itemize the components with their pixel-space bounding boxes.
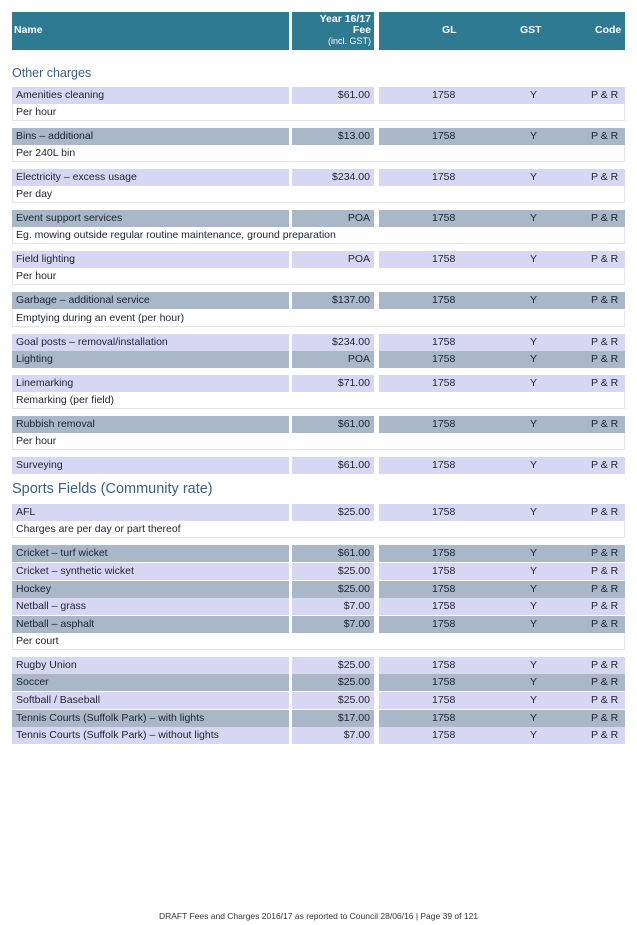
- header-fee-line3: (incl. GST): [327, 36, 371, 46]
- row-gst: Y: [530, 171, 538, 183]
- row-gst: Y: [530, 377, 538, 389]
- row-note: Per hour: [12, 433, 625, 450]
- table-row: [12, 128, 625, 145]
- row-gst: Y: [530, 89, 538, 101]
- header-codes: [379, 12, 625, 50]
- row-fee: $234.00: [292, 169, 374, 186]
- row-codes: [379, 210, 625, 227]
- row-codes: [379, 504, 625, 521]
- row-codes: [379, 563, 625, 580]
- header-fee-line2: Fee: [352, 24, 371, 36]
- row-codes: [379, 334, 625, 351]
- row-gst: Y: [530, 712, 538, 724]
- table-row: [12, 416, 625, 433]
- row-name: Cricket – synthetic wicket: [12, 563, 289, 580]
- row-gl: 1758: [432, 353, 456, 365]
- row-code: P & R: [591, 547, 619, 559]
- row-gl: 1758: [432, 659, 456, 671]
- row-codes: [379, 581, 625, 598]
- row-name: AFL: [12, 504, 289, 521]
- row-name: Bins – additional: [12, 128, 289, 145]
- row-gst: Y: [530, 336, 538, 348]
- table-row: [12, 210, 625, 227]
- row-fee: $61.00: [292, 545, 374, 562]
- row-fee: $71.00: [292, 375, 374, 392]
- table-row: [12, 292, 625, 309]
- row-fee: $61.00: [292, 457, 374, 474]
- row-gst: Y: [530, 212, 538, 224]
- row-gl: 1758: [432, 253, 456, 265]
- table-row: [12, 674, 625, 691]
- row-fee: POA: [292, 210, 374, 227]
- table-row: [12, 616, 625, 633]
- row-gst: Y: [530, 253, 538, 265]
- row-codes: [379, 351, 625, 368]
- row-note: Eg. mowing outside regular routine maintenance, ground preparation: [12, 227, 625, 244]
- row-gl: 1758: [432, 712, 456, 724]
- header-gl: GL: [442, 24, 457, 36]
- row-name: Rubbish removal: [12, 416, 289, 433]
- row-code: P & R: [591, 130, 619, 142]
- row-codes: [379, 375, 625, 392]
- row-name: Amenities cleaning: [12, 87, 289, 104]
- row-codes: [379, 87, 625, 104]
- row-gl: 1758: [432, 729, 456, 741]
- row-gst: Y: [530, 418, 538, 430]
- row-code: P & R: [591, 659, 619, 671]
- row-gst: Y: [530, 659, 538, 671]
- row-gst: Y: [530, 618, 538, 630]
- table-row: [12, 563, 625, 580]
- row-gl: 1758: [432, 130, 456, 142]
- row-code: P & R: [591, 618, 619, 630]
- row-fee: POA: [292, 251, 374, 268]
- section-title-sports-fields: Sports Fields (Community rate): [12, 481, 213, 497]
- row-name: Netball – asphalt: [12, 616, 289, 633]
- row-gl: 1758: [432, 89, 456, 101]
- row-gl: 1758: [432, 459, 456, 471]
- table-row: [12, 581, 625, 598]
- row-gl: 1758: [432, 506, 456, 518]
- table-row: [12, 457, 625, 474]
- row-gl: 1758: [432, 565, 456, 577]
- row-name: Electricity – excess usage: [12, 169, 289, 186]
- row-code: P & R: [591, 377, 619, 389]
- table-row: [12, 334, 625, 351]
- row-note: Per hour: [12, 268, 625, 285]
- row-name: Netball – grass: [12, 598, 289, 615]
- row-code: P & R: [591, 89, 619, 101]
- row-codes: [379, 727, 625, 744]
- row-name: Rugby Union: [12, 657, 289, 674]
- row-fee: $17.00: [292, 710, 374, 727]
- row-name: Hockey: [12, 581, 289, 598]
- row-codes: [379, 674, 625, 691]
- table-row: [12, 251, 625, 268]
- row-name: Field lighting: [12, 251, 289, 268]
- row-name: Tennis Courts (Suffolk Park) – without lights: [12, 727, 289, 744]
- row-note: Per 240L bin: [12, 145, 625, 162]
- row-fee: $25.00: [292, 657, 374, 674]
- row-gst: Y: [530, 729, 538, 741]
- row-fee: $25.00: [292, 504, 374, 521]
- row-code: P & R: [591, 694, 619, 706]
- row-gst: Y: [530, 565, 538, 577]
- row-codes: [379, 457, 625, 474]
- table-row: [12, 710, 625, 727]
- row-gst: Y: [530, 294, 538, 306]
- row-fee: $61.00: [292, 416, 374, 433]
- row-code: P & R: [591, 418, 619, 430]
- row-gl: 1758: [432, 212, 456, 224]
- row-code: P & R: [591, 294, 619, 306]
- row-gl: 1758: [432, 694, 456, 706]
- row-fee: $25.00: [292, 674, 374, 691]
- table-row: [12, 598, 625, 615]
- row-gl: 1758: [432, 294, 456, 306]
- row-name: Softball / Baseball: [12, 692, 289, 709]
- row-fee: POA: [292, 351, 374, 368]
- table-row: [12, 727, 625, 744]
- row-gl: 1758: [432, 600, 456, 612]
- table-header: [12, 12, 625, 50]
- row-code: P & R: [591, 171, 619, 183]
- table-row: [12, 87, 625, 104]
- row-fee: $25.00: [292, 581, 374, 598]
- row-code: P & R: [591, 353, 619, 365]
- row-gl: 1758: [432, 676, 456, 688]
- row-fee: $7.00: [292, 727, 374, 744]
- row-note: Per day: [12, 186, 625, 203]
- row-codes: [379, 657, 625, 674]
- row-gst: Y: [530, 600, 538, 612]
- row-gst: Y: [530, 676, 538, 688]
- row-name: Garbage – additional service: [12, 292, 289, 309]
- row-gst: Y: [530, 547, 538, 559]
- row-name: Cricket – turf wicket: [12, 545, 289, 562]
- row-code: P & R: [591, 600, 619, 612]
- row-name: Lighting: [12, 351, 289, 368]
- row-gl: 1758: [432, 377, 456, 389]
- row-gl: 1758: [432, 171, 456, 183]
- row-codes: [379, 416, 625, 433]
- table-row: [12, 692, 625, 709]
- row-code: P & R: [591, 506, 619, 518]
- row-name: Event support services: [12, 210, 289, 227]
- row-code: P & R: [591, 729, 619, 741]
- row-fee: $13.00: [292, 128, 374, 145]
- row-note: Emptying during an event (per hour): [12, 310, 625, 327]
- row-code: P & R: [591, 583, 619, 595]
- section-title-other-charges: Other charges: [12, 66, 92, 80]
- row-note: Per court: [12, 633, 625, 650]
- table-row: [12, 545, 625, 562]
- row-codes: [379, 251, 625, 268]
- row-fee: $61.00: [292, 87, 374, 104]
- row-note: Per hour: [12, 104, 625, 121]
- row-codes: [379, 598, 625, 615]
- row-fee: $7.00: [292, 616, 374, 633]
- row-name: Surveying: [12, 457, 289, 474]
- row-name: Goal posts – removal/installation: [12, 334, 289, 351]
- row-gst: Y: [530, 583, 538, 595]
- table-row: [12, 504, 625, 521]
- header-gst: GST: [520, 24, 542, 36]
- row-name: Linemarking: [12, 375, 289, 392]
- row-fee: $25.00: [292, 692, 374, 709]
- row-code: P & R: [591, 336, 619, 348]
- row-gl: 1758: [432, 583, 456, 595]
- row-gst: Y: [530, 459, 538, 471]
- row-fee: $7.00: [292, 598, 374, 615]
- row-gl: 1758: [432, 418, 456, 430]
- row-gl: 1758: [432, 618, 456, 630]
- row-code: P & R: [591, 459, 619, 471]
- row-codes: [379, 169, 625, 186]
- row-codes: [379, 128, 625, 145]
- row-gst: Y: [530, 130, 538, 142]
- row-codes: [379, 710, 625, 727]
- header-fee-line1: Year 16/17: [319, 13, 371, 25]
- header-code: Code: [595, 24, 622, 36]
- row-code: P & R: [591, 712, 619, 724]
- row-code: P & R: [591, 565, 619, 577]
- row-codes: [379, 545, 625, 562]
- row-gst: Y: [530, 506, 538, 518]
- table-row: [12, 375, 625, 392]
- header-fee: [292, 12, 374, 50]
- row-fee: $234.00: [292, 334, 374, 351]
- row-gst: Y: [530, 694, 538, 706]
- row-gl: 1758: [432, 336, 456, 348]
- row-codes: [379, 616, 625, 633]
- row-codes: [379, 292, 625, 309]
- row-code: P & R: [591, 253, 619, 265]
- row-gst: Y: [530, 353, 538, 365]
- row-note: Remarking (per field): [12, 392, 625, 409]
- row-code: P & R: [591, 212, 619, 224]
- header-name: Name: [12, 12, 289, 50]
- row-note: Charges are per day or part thereof: [12, 521, 625, 538]
- table-row: [12, 657, 625, 674]
- row-name: Soccer: [12, 674, 289, 691]
- page-footer: DRAFT Fees and Charges 2016/17 as reported to Council 28/06/16 | Page 39 of 121: [158, 911, 479, 921]
- table-row: [12, 169, 625, 186]
- row-fee: $25.00: [292, 563, 374, 580]
- row-gl: 1758: [432, 547, 456, 559]
- row-code: P & R: [591, 676, 619, 688]
- row-name: Tennis Courts (Suffolk Park) – with lights: [12, 710, 289, 727]
- table-row: [12, 351, 625, 368]
- row-fee: $137.00: [292, 292, 374, 309]
- row-codes: [379, 692, 625, 709]
